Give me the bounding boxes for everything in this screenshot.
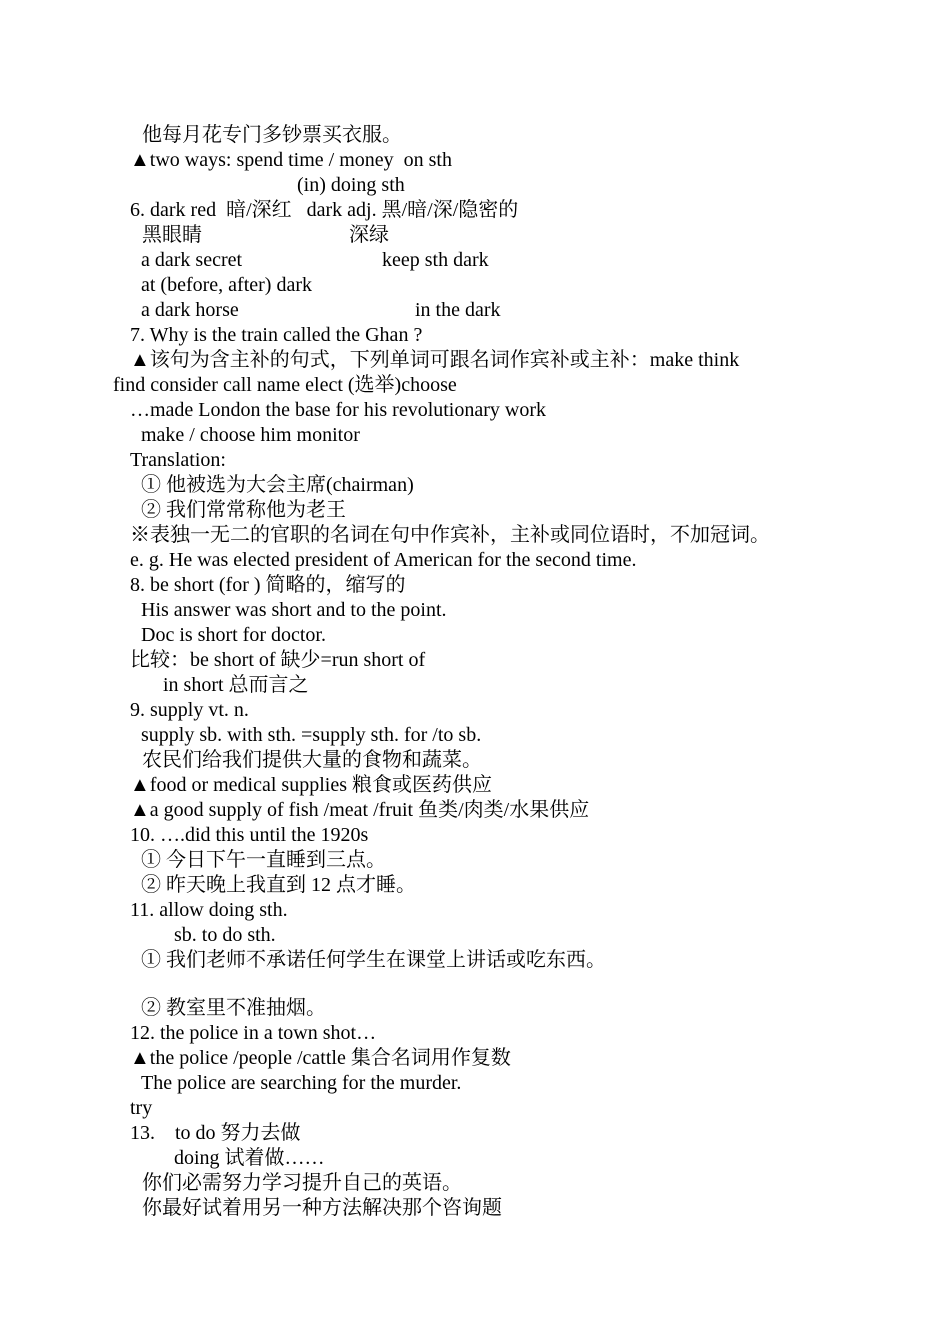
- text-line: 6. dark red 暗/深红 dark adj. 黑/暗/深/隐密的: [130, 199, 519, 221]
- text-line: The police are searching for the murder.: [141, 1072, 462, 1094]
- text-line: ① 他被选为大会主席(chairman): [141, 474, 414, 496]
- text-line: try: [130, 1097, 153, 1119]
- text-line: make / choose him monitor: [141, 424, 360, 446]
- text-line: 他每月花专门多钞票买衣服。: [142, 124, 402, 146]
- text-line: 深绿: [349, 224, 389, 246]
- text-line: doing 试着做……: [174, 1147, 325, 1169]
- text-line: supply sb. with sth. =supply sth. for /to sb.: [141, 724, 482, 746]
- text-line: 黑眼睛: [142, 224, 202, 246]
- text-line: ▲two ways: spend time / money on sth: [130, 149, 452, 171]
- text-line: a dark secret: [141, 249, 243, 271]
- text-line: 你最好试着用另一种方法解决那个咨询题: [142, 1197, 502, 1219]
- text-line: 比较：be short of 缺少=run short of: [130, 649, 426, 671]
- text-line: 7. Why is the train called the Ghan ?: [130, 324, 423, 346]
- text-line: at (before, after) dark: [141, 274, 312, 296]
- text-line: 8. be short (for ) 简略的，缩写的: [130, 574, 406, 596]
- text-line: 11. allow doing sth.: [130, 899, 288, 921]
- text-line: sb. to do sth.: [174, 924, 276, 946]
- text-line: ▲该句为含主补的句式，下列单词可跟名词作宾补或主补：make think: [130, 349, 740, 371]
- text-line: ① 今日下午一直睡到三点。: [141, 849, 386, 871]
- text-line: Doc is short for doctor.: [141, 624, 326, 646]
- text-line: ② 昨天晚上我直到 12 点才睡。: [141, 874, 416, 896]
- text-line: ※表独一无二的官职的名词在句中作宾补，主补或同位语时，不加冠词。: [130, 524, 770, 546]
- text-line: ▲a good supply of fish /meat /fruit 鱼类/肉类/水果供应: [130, 799, 590, 821]
- text-line: e. g. He was elected president of American for the second time.: [130, 549, 637, 571]
- text-line: 农民们给我们提供大量的食物和蔬菜。: [142, 749, 482, 771]
- text-line: ▲the police /people /cattle 集合名词用作复数: [130, 1047, 511, 1069]
- text-line: find consider call name elect (选举)choose: [113, 374, 457, 396]
- text-line: in the dark: [415, 299, 501, 321]
- text-line: Translation:: [130, 449, 226, 471]
- text-line: 13. to do 努力去做: [130, 1122, 301, 1144]
- text-line: ② 我们常常称他为老王: [141, 499, 346, 521]
- text-line: 你们必需努力学习提升自己的英语。: [142, 1172, 462, 1194]
- text-line: ▲food or medical supplies 粮食或医药供应: [130, 774, 492, 796]
- text-line: a dark horse: [141, 299, 239, 321]
- text-line: His answer was short and to the point.: [141, 599, 447, 621]
- text-line: …made London the base for his revolutionary work: [130, 399, 547, 421]
- text-line: keep sth dark: [382, 249, 489, 271]
- text-line: 9. supply vt. n.: [130, 699, 249, 721]
- text-line: ② 教室里不准抽烟。: [141, 997, 326, 1019]
- text-line: 12. the police in a town shot…: [130, 1022, 377, 1044]
- text-line: ① 我们老师不承诺任何学生在课堂上讲话或吃东西。: [141, 949, 606, 971]
- text-line: (in) doing sth: [297, 174, 405, 196]
- text-line: 10. ….did this until the 1920s: [130, 824, 369, 846]
- text-line: in short 总而言之: [163, 674, 309, 696]
